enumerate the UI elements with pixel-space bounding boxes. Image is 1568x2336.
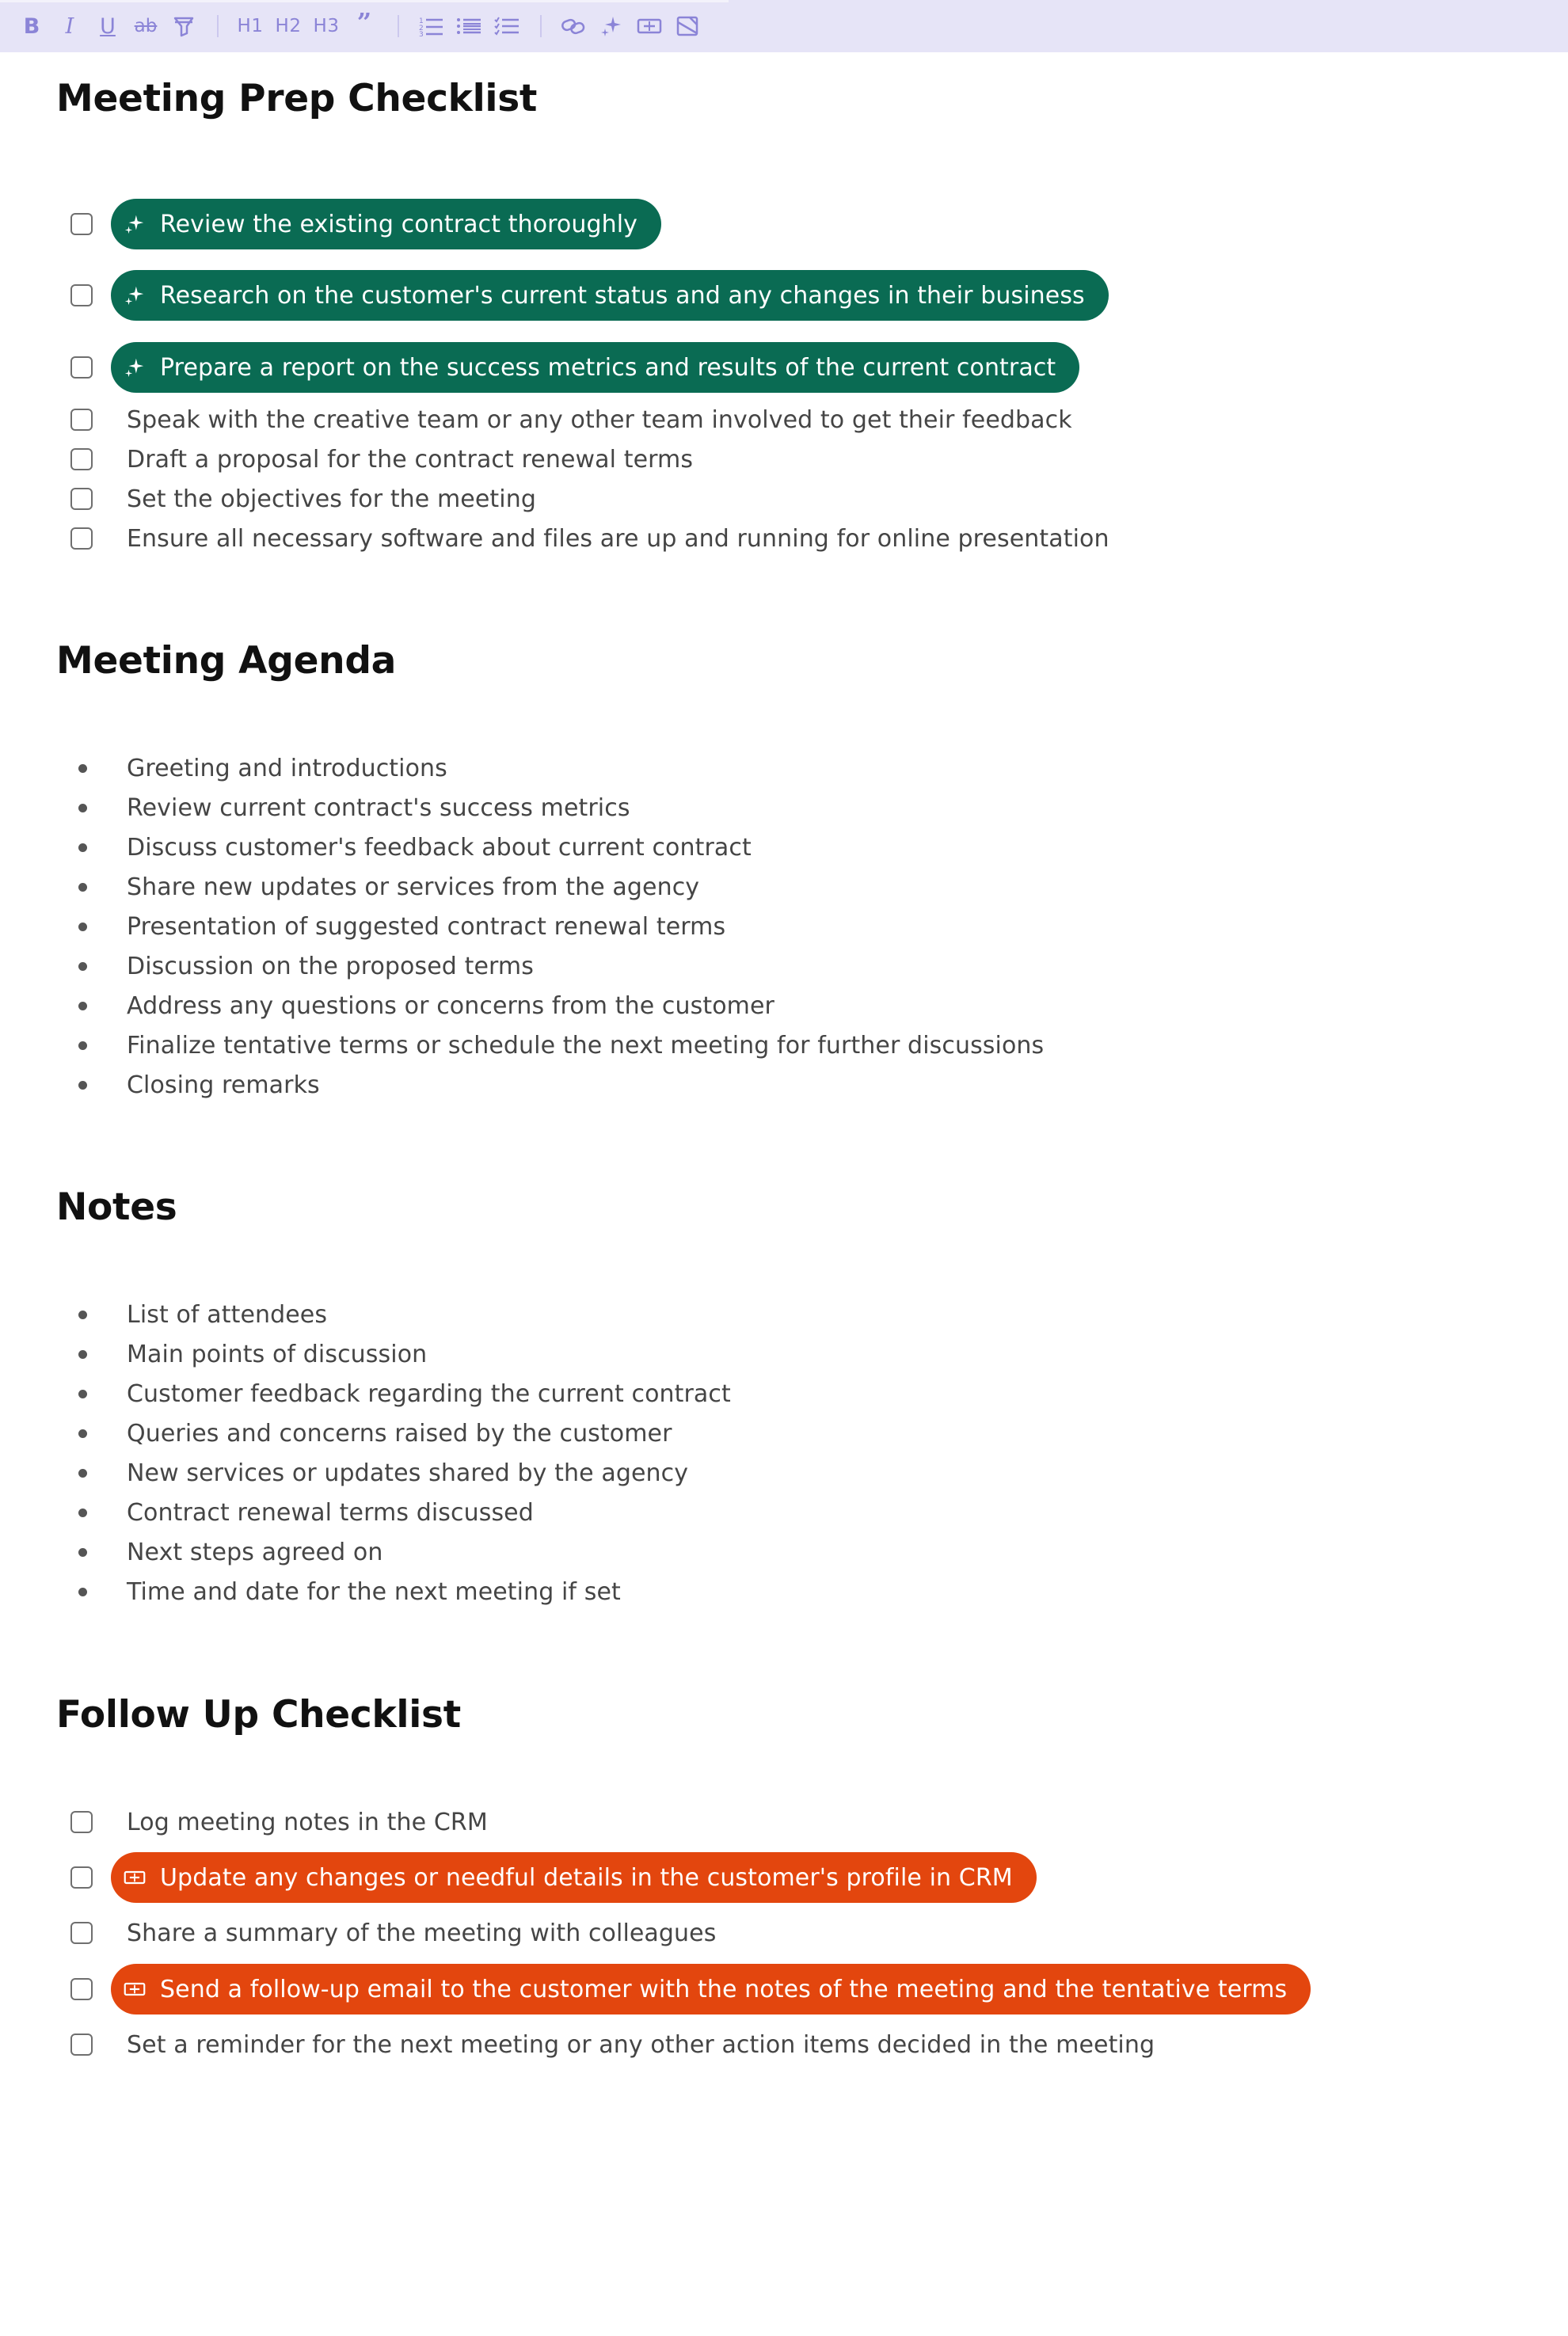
list-item-text: Customer feedback regarding the current contract — [127, 1379, 731, 1408]
ordered-list-button[interactable] — [417, 10, 445, 42]
bullet — [78, 1390, 87, 1398]
ai-generated-task-pill[interactable] — [111, 270, 1109, 321]
bullet — [78, 1469, 87, 1478]
checklist-item-text: Send a follow-up email to the customer with the notes of the meeting and the tentative terms — [160, 1975, 1288, 2003]
italic-button[interactable] — [55, 10, 84, 42]
highlighter-icon — [172, 14, 196, 38]
checklist-item-text: Share a summary of the meeting with colleagues — [127, 1919, 717, 1947]
checklist-item-text: Draft a proposal for the contract renewal terms — [127, 445, 694, 474]
bullet — [78, 923, 87, 931]
bullet — [78, 1081, 87, 1090]
list-item-text: Review current contract's success metrics — [127, 793, 630, 822]
text-style-group — [17, 0, 207, 52]
bullet — [78, 1311, 87, 1319]
list-group — [417, 0, 531, 52]
crm-action-pill[interactable] — [111, 1852, 1037, 1903]
checkbox[interactable] — [70, 1978, 93, 2000]
ordered-list-icon — [418, 15, 443, 37]
checklist-item-text: Speak with the creative team or any other team involved to get their feedback — [127, 405, 1072, 434]
bold-icon: B — [23, 13, 40, 39]
bullet — [78, 1588, 87, 1596]
bullet — [78, 1002, 87, 1010]
heading-1-button[interactable] — [236, 10, 265, 42]
highlight-button[interactable] — [169, 10, 198, 42]
heading-2-button[interactable] — [274, 10, 303, 42]
checkbox[interactable] — [70, 356, 93, 379]
list-item-text: Address any questions or concerns from the customer — [127, 991, 774, 1020]
checklist-item-text: Log meeting notes in the CRM — [127, 1808, 488, 1836]
link-icon — [561, 15, 586, 37]
checkbox[interactable] — [70, 1922, 93, 1944]
svg-text:3: 3 — [419, 31, 424, 37]
checkbox[interactable] — [70, 409, 93, 431]
checkbox[interactable] — [70, 1811, 93, 1833]
strikethrough-button[interactable] — [131, 10, 160, 42]
insert-image-button[interactable] — [673, 10, 702, 42]
list-item-text: Discussion on the proposed terms — [127, 952, 534, 980]
checklist-item-text: Review the existing contract thoroughly — [160, 210, 638, 238]
checklist-button[interactable] — [493, 10, 521, 42]
list-item-text: Contract renewal terms discussed — [127, 1498, 534, 1527]
svg-text:1: 1 — [419, 17, 424, 25]
insert-button-button[interactable] — [635, 10, 664, 42]
sparkle-icon — [124, 356, 146, 379]
list-item-text: Greeting and introductions — [127, 754, 447, 782]
agenda-heading: Meeting Agenda — [56, 639, 397, 683]
bullet — [78, 883, 87, 892]
bullet-list-button[interactable] — [455, 10, 483, 42]
heading-2-label: H2 — [275, 16, 302, 36]
ai-generated-task-pill[interactable] — [111, 342, 1079, 393]
checkbox[interactable] — [70, 1866, 93, 1889]
quote-icon: ” — [356, 7, 372, 37]
action-button-icon — [124, 1866, 146, 1889]
toolbar-separator — [540, 15, 542, 37]
toolbar-separator — [398, 15, 399, 37]
bullet — [78, 764, 87, 773]
list-item-text: Queries and concerns raised by the customer — [127, 1419, 672, 1448]
sparkle-icon — [599, 14, 623, 38]
notes-heading: Notes — [56, 1185, 177, 1229]
toolbar-accent-line — [0, 0, 729, 2]
image-icon — [676, 14, 699, 38]
heading-group — [236, 0, 388, 52]
checkbox[interactable] — [70, 527, 93, 550]
checkbox[interactable] — [70, 213, 93, 235]
list-item-text: Closing remarks — [127, 1071, 320, 1099]
strikethrough-icon: ab — [134, 16, 158, 36]
checkbox[interactable] — [70, 448, 93, 470]
link-button[interactable] — [559, 10, 588, 42]
svg-text:2: 2 — [419, 25, 424, 32]
formatting-toolbar — [0, 0, 1568, 52]
ai-generated-task-pill[interactable] — [111, 199, 661, 249]
list-item-text: Next steps agreed on — [127, 1538, 383, 1566]
quote-button[interactable] — [350, 7, 379, 42]
followup-checklist-heading: Follow Up Checklist — [56, 1693, 461, 1737]
checklist-item-text: Set the objectives for the meeting — [127, 485, 536, 513]
checkbox[interactable] — [70, 2034, 93, 2056]
list-item-text: Finalize tentative terms or schedule the next meeting for further discussions — [127, 1031, 1045, 1060]
insert-group — [559, 0, 711, 52]
sparkle-icon — [124, 213, 146, 235]
checklist-icon — [494, 15, 519, 37]
italic-icon: I — [65, 13, 74, 39]
bullet-list-icon — [456, 15, 481, 37]
heading-3-label: H3 — [313, 16, 340, 36]
action-button-icon — [124, 1978, 146, 2000]
bold-button[interactable] — [17, 10, 46, 42]
button-block-icon — [637, 15, 662, 37]
list-item-text: Time and date for the next meeting if set — [127, 1577, 621, 1606]
checklist-item-text: Prepare a report on the success metrics and results of the current contract — [160, 353, 1056, 382]
checklist-item-text: Research on the customer's current status and any changes in their business — [160, 281, 1085, 310]
email-action-pill[interactable] — [111, 1964, 1311, 2015]
checklist-item-text: Set a reminder for the next meeting or any other action items decided in the meeting — [127, 2030, 1155, 2059]
heading-3-button[interactable] — [312, 10, 341, 42]
checkbox[interactable] — [70, 284, 93, 306]
list-item-text: Main points of discussion — [127, 1340, 428, 1368]
bullet — [78, 1350, 87, 1359]
list-item-text: Share new updates or services from the agency — [127, 873, 700, 901]
prep-checklist-heading: Meeting Prep Checklist — [56, 77, 538, 120]
list-item-text: New services or updates shared by the agency — [127, 1459, 689, 1487]
toolbar-separator — [217, 15, 219, 37]
bullet — [78, 1548, 87, 1557]
bullet — [78, 843, 87, 852]
list-item-text: Discuss customer's feedback about current contract — [127, 833, 752, 862]
heading-1-label: H1 — [237, 16, 264, 36]
list-item-text: List of attendees — [127, 1300, 328, 1329]
ai-assist-button[interactable] — [597, 10, 626, 42]
bullet — [78, 1429, 87, 1438]
list-item-text: Presentation of suggested contract renewal terms — [127, 912, 726, 941]
bullet — [78, 1041, 87, 1050]
sparkle-icon — [124, 284, 146, 306]
bullet — [78, 804, 87, 812]
underline-button[interactable] — [93, 10, 122, 42]
checklist-item-text: Ensure all necessary software and files are up and running for online presentation — [127, 524, 1109, 553]
checklist-item-text: Update any changes or needful details in the customer's profile in CRM — [160, 1863, 1013, 1892]
bullet — [78, 1509, 87, 1517]
checkbox[interactable] — [70, 488, 93, 510]
underline-icon: U — [100, 13, 116, 39]
bullet — [78, 962, 87, 971]
